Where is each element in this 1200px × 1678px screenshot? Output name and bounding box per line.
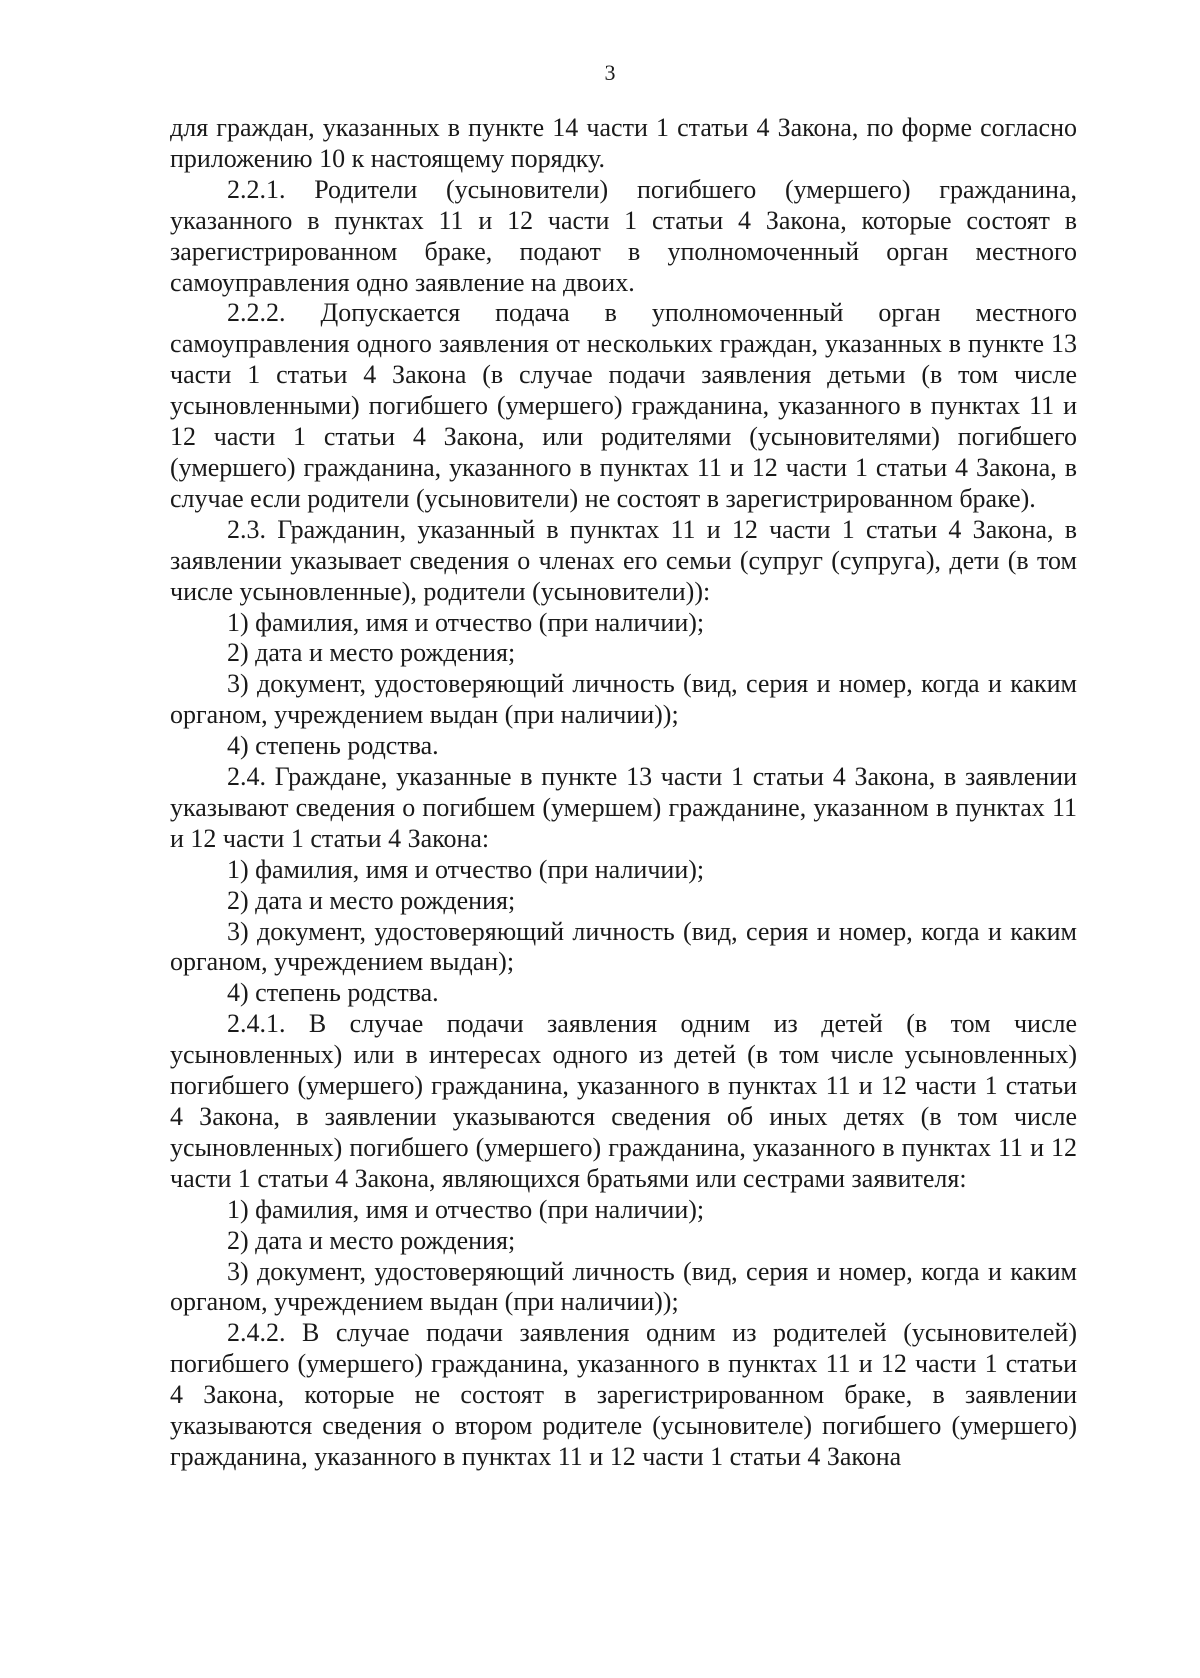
list-item: 2) дата и место рождения; (227, 638, 516, 668)
clause-2-2-1: 2.2.1. Родители (усыновители) погибшего (умершего) гражданина, указанного в пунктах 11 и 12 части 1 статьи 4 Закона, которые состоят в зарегистрированном браке, подают в уполномоченный орган местного самоуправления одно заявление на двоих. (170, 174, 1077, 297)
list-item: 3) документ, удостоверяющий личность (вид, серия и номер, когда и каким органом, учреждением выдан (при наличии)); (170, 669, 1077, 730)
paragraph-continuation: для граждан, указанных в пункте 14 части 1 статьи 4 Закона, по форме согласно приложению 10 к настоящему порядку. (170, 113, 1077, 173)
clause-2-4-1: 2.4.1. В случае подачи заявления одним из детей (в том числе усыновленных) или в интересах одного из детей (в том числе усыновленных) погибшего (умершего) гражданина, указанного в пунктах 11 и 12 части 1 статьи 4 Закона, в заявлении указываются сведения об иных детях (в том числе усыновленных) погибшего (умершего) гражданина, указанного в пунктах 11 и 12 части 1 статьи 4 Закона, являющихся братьями или сестрами заявителя: (170, 1009, 1077, 1193)
list-item: 4) степень родства. (227, 978, 439, 1008)
list-item: 1) фамилия, имя и отчество (при наличии); (227, 607, 705, 637)
clause-2-3: 2.3. Гражданин, указанный в пунктах 11 и 12 части 1 статьи 4 Закона, в заявлении указывает сведения о членах его семьи (супруг (супруга), дети (в том числе усыновленные), родители (усыновители)): (170, 514, 1077, 606)
clause-2-2-2: 2.2.2. Допускается подача в уполномоченный орган местного самоуправления одного заявления от нескольких граждан, указанных в пункте 13 части 1 статьи 4 Закона (в случае подачи заявления детьми (в том числе усыновленными) погибшего (умершего) гражданина, указанного в пунктах 11 и 12 части 1 статьи 4 Закона, или родителями (усыновителями) погибшего (умершего) гражданина, указанного в пунктах 11 и 12 части 1 статьи 4 Закона, в случае если родители (усыновители) не состоят в зарегистрированном браке). (170, 298, 1077, 513)
clause-2-4-2: 2.4.2. В случае подачи заявления одним из родителей (усыновителей) погибшего (умершего) гражданина, указанного в пунктах 11 и 12 части 1 статьи 4 Закона, которые не состоят в зарегистрированном браке, в заявлении указываются сведения о втором родителе (усыновителе) погибшего (умершего) гражданина, указанного в пунктах 11 и 12 части 1 статьи 4 Закона (170, 1318, 1077, 1471)
page-number: 3 (604, 60, 616, 85)
list-item: 2) дата и место рождения; (227, 885, 516, 915)
document-body (170, 113, 1077, 1473)
clause-2-4: 2.4. Граждане, указанные в пункте 13 части 1 статьи 4 Закона, в заявлении указывают сведения о погибшем (умершем) гражданине, указанном в пунктах 11 и 12 части 1 статьи 4 Закона: (170, 762, 1077, 853)
list-item: 2) дата и место рождения; (227, 1225, 516, 1255)
list-item: 4) степень родства. (227, 731, 439, 761)
list-item: 3) документ, удостоверяющий личность (вид, серия и номер, когда и каким органом, учреждением выдан (при наличии)); (170, 1256, 1077, 1317)
list-item: 1) фамилия, имя и отчество (при наличии); (227, 854, 705, 884)
list-item: 1) фамилия, имя и отчество (при наличии); (227, 1194, 705, 1224)
list-item: 3) документ, удостоверяющий личность (вид, серия и номер, когда и каким органом, учреждением выдан); (170, 916, 1077, 977)
